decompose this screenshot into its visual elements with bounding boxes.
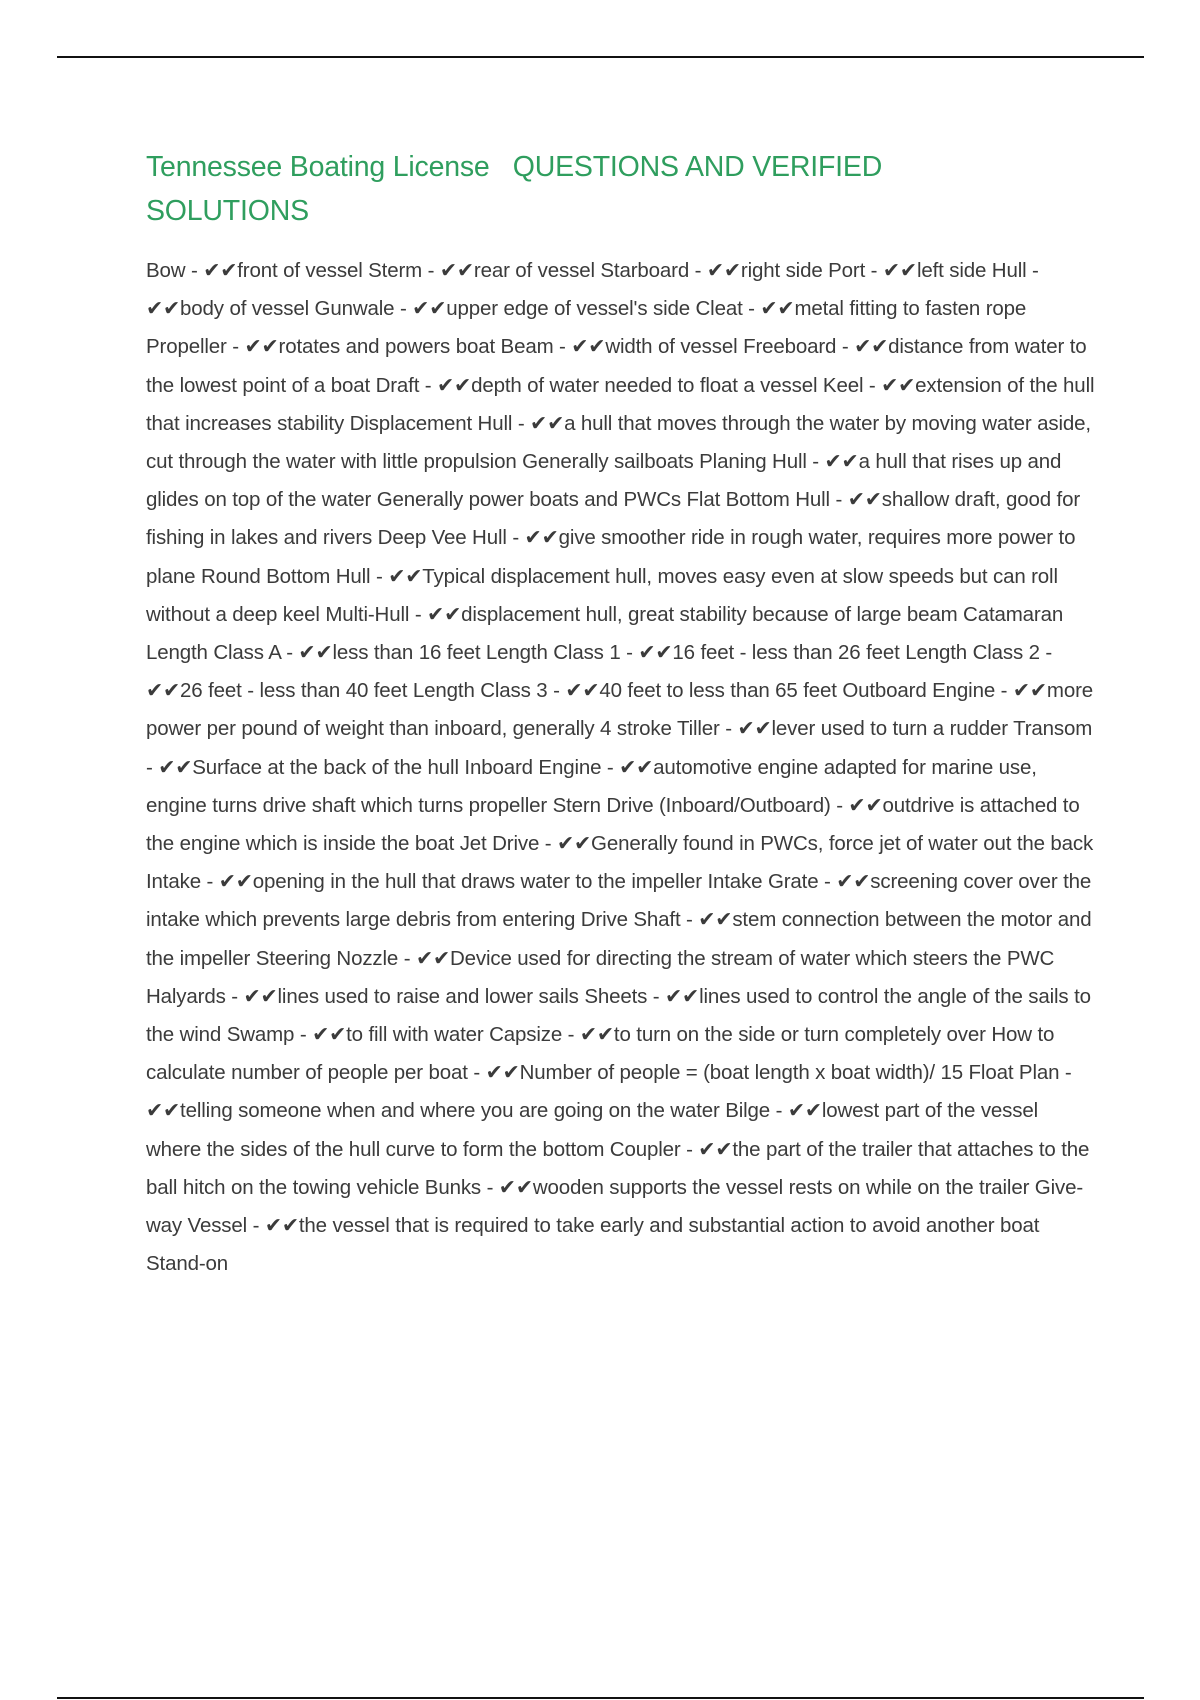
title-state-part: Tennessee Boating License <box>146 151 490 183</box>
top-rule <box>57 56 1144 58</box>
document-body: Bow - ✔✔front of vessel Sterm - ✔✔rear of vessel Starboard - ✔✔right side Port - ✔✔left side Hull - ✔✔body of vessel Gunwale - ✔✔upper edge of vessel's side Cleat - ✔✔metal fitting to fasten rope Propeller - ✔✔rotates and powers boat Beam - ✔✔width of vessel Freeboard - ✔✔distance from water to the lowest point of a boat Draft - ✔✔depth of water needed to float a vessel Keel - ✔✔extension of the hull that increases stability Displacement Hull - ✔✔a hull that moves through the water by moving water aside, cut through the water with little propulsion Generally sailboats Planing Hull - ✔✔a hull that rises up and glides on top of the water Generally power boats and PWCs Flat Bottom Hull - ✔✔shallow draft, good for fishing in lakes and rivers Deep Vee Hull - ✔✔give smoother ride in rough water, requires more power to plane Round Bottom Hull - ✔✔Typical displacement hull, moves easy even at slow speeds but can roll without a deep keel Multi-Hull - ✔✔displacement hull, great stability because of large beam Catamaran Length Class A - ✔✔less than 16 feet Length Class 1 - ✔✔16 feet - less than 26 feet Length Class 2 - ✔✔26 feet - less than 40 feet Length Class 3 - ✔✔40 feet to less than 65 feet Outboard Engine - ✔✔more power per pound of weight than inboard, generally 4 stroke Tiller - ✔✔lever used to turn a rudder Transom - ✔✔Surface at the back of the hull Inboard Engine - ✔✔automotive engine adapted for marine use, engine turns drive shaft which turns propeller Stern Drive (Inboard/Outboard) - ✔✔outdrive is attached to the engine which is inside the boat Jet Drive - ✔✔Generally found in PWCs, force jet of water out the back Intake - ✔✔opening in the hull that draws water to the impeller Intake Grate - ✔✔screening cover over the intake which prevents large debris from entering Drive Shaft - ✔✔stem connection between the motor and the impeller Steering Nozzle - ✔✔Device used for directing the stream of water which steers the PWC Halyards - ✔✔lines used to raise and lower sails Sheets - ✔✔lines used to control the angle of the sails to the wind Swamp - ✔✔to fill with water Capsize - ✔✔to turn on the side or turn completely over How to calculate number of people per boat - ✔✔Number of people = (boat length x boat width)/ 15 Float Plan - ✔✔telling someone when and where you are going on the water Bilge - ✔✔lowest part of the vessel where the sides of the hull curve to form the bottom Coupler - ✔✔the part of the trailer that attaches to the ball hitch on the towing vehicle Bunks - ✔✔wooden supports the vessel rests on while on the trailer Give-way Vessel - ✔✔the vessel that is required to take early and substantial action to avoid another boat Stand-on <box>146 259 1095 1276</box>
page-title <box>146 145 1026 233</box>
bottom-rule <box>57 1697 1144 1699</box>
title-subject-part: QUESTIONS AND VERIFIED SOLUTIONS <box>146 151 890 227</box>
